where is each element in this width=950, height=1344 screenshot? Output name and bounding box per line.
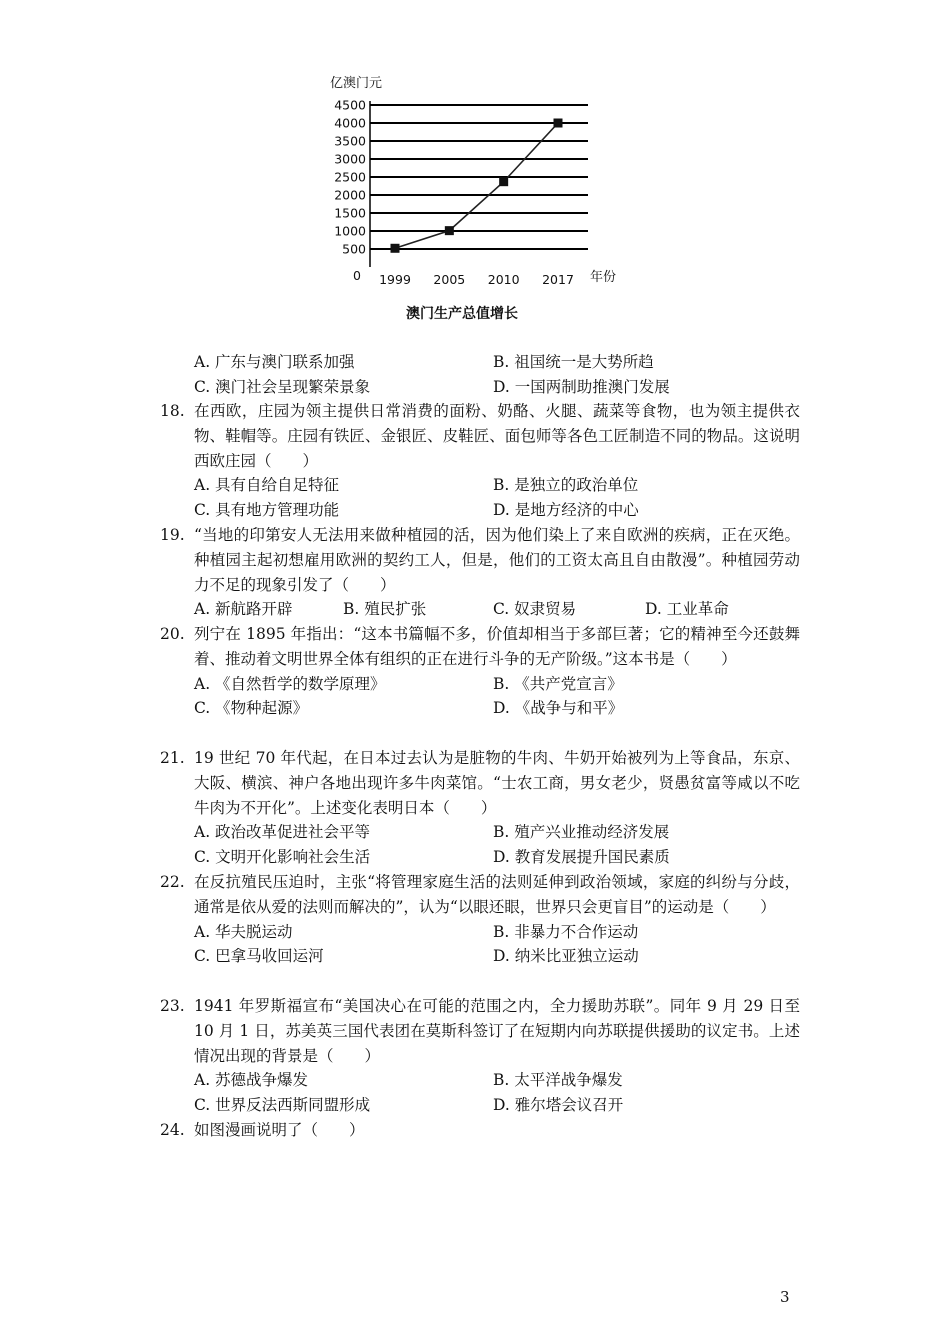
question-number: 23.	[160, 997, 185, 1015]
option-d: D. 纳米比亚独立运动	[493, 947, 639, 966]
y-tick-label: 0	[353, 268, 361, 283]
option-b: B. 是独立的政治单位	[493, 476, 639, 495]
chart-xlabel: 年份	[590, 270, 617, 285]
gdp-line-chart	[320, 70, 640, 330]
option-c: C. 巴拿马收回运河	[194, 947, 324, 966]
option-c: C. 具有地方管理功能	[194, 501, 340, 520]
option-c: C. 奴隶贸易	[493, 600, 577, 619]
y-tick-label: 3500	[334, 133, 366, 149]
option-b: B. 非暴力不合作运动	[493, 922, 639, 941]
option-b: B. 《共产党宣言》	[493, 674, 623, 693]
option-c: C. 世界反法西斯同盟形成	[194, 1096, 371, 1115]
question-number: 19.	[160, 526, 185, 544]
data-point	[445, 226, 454, 235]
question-stem: 如图漫画说明了（ ）	[194, 1121, 365, 1139]
option-b: B. 太平洋战争爆发	[493, 1071, 623, 1090]
question-number: 21.	[160, 749, 185, 767]
question-stem: 19 世纪 70 年代起，在日本过去认为是脏物的牛肉、牛奶开始被列为上等食品，东京、大阪、横滨、神户各地出现许多牛肉菜馆。“士农工商，男女老少，贤愚贫富等咸以不吃牛肉为不开化”。上述变化表明日本（ ）	[194, 749, 800, 817]
option-a: A. 广东与澳门联系加强	[194, 353, 355, 371]
y-tick-label: 1500	[334, 205, 366, 221]
data-point	[391, 244, 400, 253]
question-number: 22.	[160, 873, 185, 891]
option-d: D. 雅尔塔会议召开	[493, 1096, 624, 1115]
option-d: D. 一国两制助推澳门发展	[493, 377, 670, 396]
y-tick-label: 1000	[334, 223, 366, 239]
y-tick-label: 2000	[334, 187, 366, 203]
question-22	[160, 870, 800, 969]
question-18	[160, 399, 800, 523]
question-stem: 在反抗殖民压迫时，主张“将管理家庭生活的法则延伸到政治领域，家庭的纠纷与分歧，通常是依从爱的法则而解决的”，认为“以眼还眼，世界只会更盲目”的运动是（ ）	[194, 873, 800, 916]
option-b: B. 殖民扩张	[343, 600, 427, 619]
option-a: A. 华夫脱运动	[194, 922, 293, 941]
question-number: 18.	[160, 402, 185, 420]
question-stem: 1941 年罗斯福宣布“美国决心在可能的范围之内，全力援助苏联”。同年 9 月 29 日至 10 月 1 日，苏美英三国代表团在莫斯科签订了在短期内向苏联提供援助的议定书。上述情况出现的背景是（ ）	[194, 997, 800, 1065]
question-24	[160, 1118, 800, 1143]
option-a: A. 政治改革促进社会平等	[194, 823, 371, 842]
option-c: C. 文明开化影响社会生活	[194, 848, 371, 867]
question-stem: 列宁在 1895 年指出：“这本书篇幅不多，价值却相当于多部巨著；它的精神至今还鼓舞着、推动着文明世界全体有组织的正在进行斗争的无产阶级。”这本书是（ ）	[194, 625, 800, 668]
data-point	[554, 119, 563, 128]
x-tick-label: 2005	[433, 272, 466, 287]
question-20	[160, 622, 800, 721]
question-19	[160, 523, 800, 622]
option-a: A. 《自然哲学的数学原理》	[194, 674, 386, 693]
page-number: 3	[780, 1288, 790, 1306]
option-d: D. 工业革命	[645, 600, 729, 619]
option-a: A. 苏德战争爆发	[194, 1071, 309, 1090]
option-b: B. 殖产兴业推动经济发展	[493, 823, 670, 842]
chart-title: 澳门生产总值增长	[406, 306, 518, 322]
option-c: C. 澳门社会呈现繁荣景象	[194, 377, 371, 396]
chart-ylabel: 亿澳门元	[330, 76, 383, 91]
x-tick-label: 2010	[487, 272, 520, 287]
y-tick-label: 500	[342, 241, 366, 257]
x-tick-label: 2017	[542, 272, 574, 287]
question-stem: “当地的印第安人无法用来做种植园的活，因为他们染上了来自欧洲的疾病，正在灭绝。种植园主起初想雇用欧洲的契约工人，但是，他们的工资太高且自由散漫”。种植园劳动力不足的现象引发了（ ）	[194, 526, 800, 594]
chart-x-ticks	[379, 272, 574, 287]
data-point	[499, 177, 508, 186]
question-23	[160, 994, 800, 1118]
option-d: D. 《战争与和平》	[493, 699, 624, 718]
question-number: 24.	[160, 1121, 185, 1139]
option-d: D. 是地方经济的中心	[493, 501, 639, 520]
chart-series	[391, 119, 563, 253]
option-a: A. 具有自给自足特征	[194, 476, 340, 495]
question-21	[160, 746, 800, 870]
question-17-options	[160, 350, 800, 400]
y-tick-label: 2500	[334, 169, 366, 185]
question-number: 20.	[160, 625, 185, 643]
x-tick-label: 1999	[379, 272, 411, 287]
question-stem: 在西欧，庄园为领主提供日常消费的面粉、奶酪、火腿、蔬菜等食物，也为领主提供衣物、鞋帽等。庄园有铁匠、金银匠、皮鞋匠、面包师等各色工匠制造不同的物品。这说明西欧庄园（ ）	[194, 402, 800, 470]
y-tick-label: 3000	[334, 151, 366, 167]
y-tick-label: 4000	[334, 115, 366, 131]
option-a: A. 新航路开辟	[194, 600, 293, 619]
option-d: D. 教育发展提升国民素质	[493, 848, 670, 867]
chart-y-ticks	[334, 98, 366, 284]
option-b: B. 祖国统一是大势所趋	[493, 353, 654, 371]
option-c: C. 《物种起源》	[194, 699, 309, 718]
y-tick-label: 4500	[334, 97, 366, 113]
